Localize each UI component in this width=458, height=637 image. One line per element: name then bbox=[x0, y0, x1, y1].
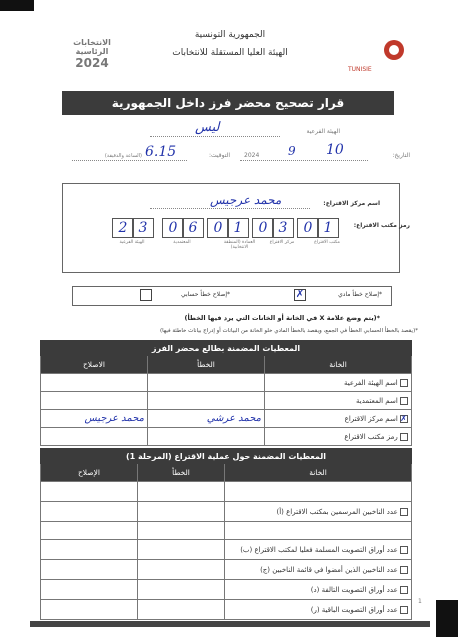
fix-cell[interactable] bbox=[41, 410, 148, 428]
time-label: التوقيت: bbox=[209, 152, 230, 159]
error-cell[interactable] bbox=[148, 392, 265, 410]
date-month: 10 bbox=[326, 142, 344, 158]
row-label: عدد الناخبين المرسمين بمكتب الاقتراع (أ) bbox=[276, 507, 398, 516]
row-label: اسم الهيئة الفرعية bbox=[344, 378, 398, 387]
row-label: عدد أوراق التصويت التالفة (د) bbox=[310, 585, 398, 594]
date-day: 9 bbox=[288, 144, 296, 158]
time-field[interactable] bbox=[72, 160, 187, 161]
page-number: 1 bbox=[418, 598, 422, 605]
corrections-table-1 bbox=[40, 340, 412, 446]
row-checkbox[interactable] bbox=[400, 379, 408, 387]
scan-mark-bottom bbox=[30, 621, 430, 627]
fix-cell[interactable] bbox=[41, 580, 138, 600]
row-checkbox[interactable] bbox=[400, 546, 408, 554]
scan-mark-top-left bbox=[0, 0, 34, 11]
republic-name: الجمهورية التونسية bbox=[194, 30, 266, 40]
office-code-label: رمز مكتب الاقتراع: bbox=[353, 222, 410, 229]
error-value: محمد عرشي bbox=[206, 413, 261, 424]
tunisia-logo-icon bbox=[384, 40, 404, 60]
fix-cell[interactable] bbox=[41, 392, 148, 410]
digit-box[interactable]: 3 bbox=[132, 218, 154, 238]
fix-cell[interactable] bbox=[41, 502, 138, 522]
fix-cell[interactable] bbox=[41, 600, 138, 620]
digit-label: الهيئة الفرعية bbox=[119, 240, 145, 245]
table-row bbox=[41, 374, 412, 392]
calc-error-label: *إصلاح خطأ حسابي bbox=[180, 291, 230, 298]
logo-right-text: TUNISIE bbox=[348, 66, 372, 73]
digit-box[interactable]: 0 bbox=[162, 218, 184, 238]
center-label: اسم مركز الاقتراع: bbox=[323, 200, 380, 207]
material-error-label: *إصلاح خطأ مادي bbox=[338, 291, 382, 298]
branch-field[interactable] bbox=[150, 136, 280, 137]
row-label: عدد أوراق التصويت المسلمة فعليا لمكتب الاقتراع (ب) bbox=[240, 545, 398, 554]
table2-col-fix: الإصلاح bbox=[41, 464, 138, 482]
table-row bbox=[41, 428, 412, 446]
branch-label: الهيئة الفرعية bbox=[306, 128, 340, 135]
table-row bbox=[41, 482, 412, 502]
table-row bbox=[41, 410, 412, 428]
table-row bbox=[41, 600, 412, 620]
calc-error-checkbox[interactable] bbox=[140, 289, 152, 301]
row-checkbox[interactable] bbox=[400, 586, 408, 594]
error-cell[interactable] bbox=[148, 410, 265, 428]
material-error-checkbox[interactable]: ✗ bbox=[295, 289, 305, 300]
page-title: قرار تصحيح محضر فرز داخل الجمهورية bbox=[62, 91, 394, 115]
election-logo: الانتخابات الرئاسية 2024 bbox=[73, 38, 111, 70]
digit-box[interactable]: 3 bbox=[272, 218, 294, 238]
date-label: التاريخ: bbox=[392, 152, 410, 159]
digit-box[interactable]: 1 bbox=[317, 218, 339, 238]
table2-col-error: الخطأ bbox=[138, 464, 225, 482]
error-cell[interactable] bbox=[138, 540, 225, 560]
table-row bbox=[41, 522, 412, 540]
date-year: 2024 bbox=[244, 152, 260, 159]
error-cell[interactable] bbox=[138, 600, 225, 620]
row-checkbox[interactable] bbox=[400, 397, 408, 405]
table1-col-field: الخانة bbox=[265, 356, 412, 374]
digit-box[interactable]: 2 bbox=[112, 218, 134, 238]
row-label: اسم مركز الاقتراع bbox=[344, 414, 398, 423]
error-cell[interactable] bbox=[138, 580, 225, 600]
fix-value: محمد عرجيس bbox=[84, 413, 144, 424]
row-label: رمز مكتب الاقتراع bbox=[344, 432, 398, 441]
table-row bbox=[41, 502, 412, 522]
time-suffix: (الساعة والدقيقة) bbox=[104, 153, 142, 159]
instruction-line-1: *(يتم وضع علامة X في الخانة أو الخانات التي يرد فيها الخطأ) bbox=[184, 314, 380, 322]
row-checkbox-checked[interactable]: ✗ bbox=[400, 413, 407, 423]
digit-label: مكتب الاقتراع bbox=[314, 240, 340, 245]
table-row bbox=[41, 392, 412, 410]
digit-box[interactable]: 0 bbox=[207, 218, 229, 238]
corrections-table-2 bbox=[40, 448, 412, 620]
table2-col-field: الخانة bbox=[225, 464, 412, 482]
branch-value: ليس bbox=[195, 120, 220, 135]
digit-label: العمادة (المنطقة الانتخابية) bbox=[223, 240, 256, 250]
instruction-line-2: *(يقصد بالخطأ الحسابي الخطأ في الجمع، ويقصد بالخطأ المادي خلو الخانة من البيانات أو إدراج بيانات خاطئة فيها) bbox=[159, 328, 418, 334]
table1-title: المعطيات المضمنة بطالع محضر الفرز bbox=[41, 341, 412, 356]
table-row bbox=[41, 580, 412, 600]
row-checkbox[interactable] bbox=[400, 508, 408, 516]
digit-box[interactable]: 1 bbox=[227, 218, 249, 238]
digit-box[interactable]: 6 bbox=[182, 218, 204, 238]
row-checkbox[interactable] bbox=[400, 433, 408, 441]
row-checkbox[interactable] bbox=[400, 566, 408, 574]
error-cell[interactable] bbox=[138, 560, 225, 580]
table-row bbox=[41, 540, 412, 560]
error-cell[interactable] bbox=[148, 374, 265, 392]
row-label: عدد الناخبين الذين أمضوا في قائمة الناخبين (ج) bbox=[260, 565, 398, 574]
scan-mark-bottom-right bbox=[436, 600, 458, 637]
error-cell[interactable] bbox=[148, 428, 265, 446]
fix-cell[interactable] bbox=[41, 540, 138, 560]
row-label: عدد أوراق التصويت الباقية (ر) bbox=[310, 605, 398, 614]
digit-box[interactable]: 0 bbox=[297, 218, 319, 238]
row-checkbox[interactable] bbox=[400, 606, 408, 614]
time-value: 6.15 bbox=[145, 144, 177, 160]
table2-title: المعطيات المضمنة حول عملية الاقتراع (المرحلة 1) bbox=[41, 449, 412, 464]
table1-col-error: الخطأ bbox=[148, 356, 265, 374]
digit-label: المعتمدية bbox=[173, 240, 191, 245]
date-field[interactable] bbox=[240, 160, 368, 161]
digit-box[interactable]: 0 bbox=[252, 218, 274, 238]
error-cell[interactable] bbox=[138, 502, 225, 522]
fix-cell[interactable] bbox=[41, 560, 138, 580]
table-row bbox=[41, 560, 412, 580]
authority-name: الهيئة العليا المستقلة للانتخابات bbox=[172, 48, 288, 58]
table1-col-fix: الاصلاح bbox=[41, 356, 148, 374]
center-field[interactable] bbox=[150, 208, 310, 209]
fix-cell[interactable] bbox=[41, 428, 148, 446]
center-value: محمد عرجيس bbox=[210, 193, 282, 207]
fix-cell[interactable] bbox=[41, 374, 148, 392]
digit-label: مركز الاقتراع bbox=[269, 240, 295, 245]
row-label: اسم المعتمدية bbox=[356, 396, 398, 405]
